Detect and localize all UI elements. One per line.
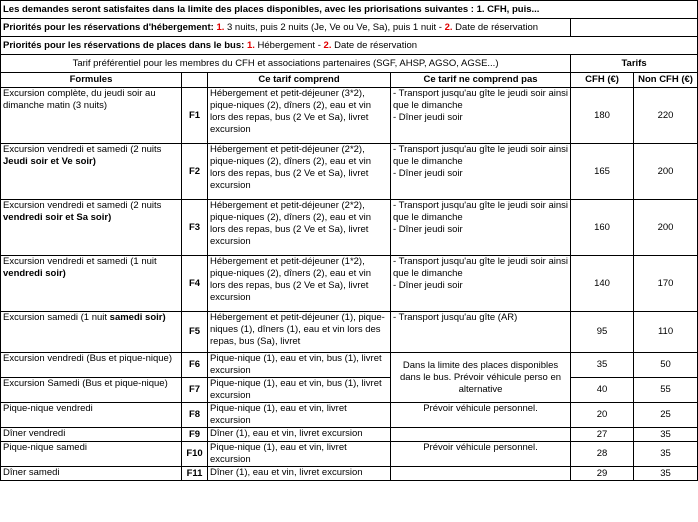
table-row — [1, 403, 698, 428]
price-cfh: 35 — [571, 353, 634, 378]
header-row-4 — [1, 55, 698, 73]
header-line-1: Les demandes seront satisfaites dans la limite des places disponibles, avec les priorisations suivantes : 1. CFH, puis... — [1, 1, 571, 19]
comprend-cell: Dîner (1), eau et vin, livret excursion — [208, 428, 391, 442]
tarif-note: Tarif préférentiel pour les membres du CFH et associations partenaires (SGF, AHSP, AGSO, AGSE...) — [1, 55, 571, 73]
comprend-cell: Hébergement et petit-déjeuner (2*2), pique-niques (2), dîners (2), eau et vin lors des repas, bus (2 Ve et Sa), livret excursion — [208, 200, 391, 256]
ne-comprend-cell — [391, 428, 571, 442]
price-non-cfh: 170 — [634, 256, 698, 312]
ne-comprend-cell: Prévoir véhicule personnel. — [391, 442, 571, 467]
comprend-cell: Pique-nique (1), eau et vin, livret excursion — [208, 403, 391, 428]
ne-comprend-cell — [391, 467, 571, 481]
table-row — [1, 378, 698, 403]
comprend-cell: Hébergement et petit-déjeuner (1), pique-niques (1), dîners (1), eau et vin lors des repas, bus (Sa), livret — [208, 312, 391, 353]
formule-code: F9 — [182, 428, 208, 442]
price-cfh: 27 — [571, 428, 634, 442]
ne-comprend-cell: - Transport jusqu'au gîte le jeudi soir ainsi que le dimanche - Dîner jeudi soir — [391, 144, 571, 200]
formule-code: F6 — [182, 353, 208, 378]
price-cfh: 165 — [571, 144, 634, 200]
table-row — [1, 256, 698, 312]
formule-cell: Dîner vendredi — [1, 428, 182, 442]
formule-cell: Pique-nique samedi — [1, 442, 182, 467]
formule-code: F8 — [182, 403, 208, 428]
formule-cell: Excursion complète, du jeudi soir au dimanche matin (3 nuits) — [1, 88, 182, 144]
bus-note: Dans la limite des places disponibles dans le bus. Prévoir véhicule perso en alternative — [391, 353, 571, 403]
table-row — [1, 144, 698, 200]
table-row — [1, 353, 698, 378]
price-non-cfh: 25 — [634, 403, 698, 428]
header-line-2: Priorités pour les réservations d'hébergement: 1. 3 nuits, puis 2 nuits (Je, Ve ou Ve, Sa), puis 1 nuit - 2. Date de réservation — [1, 19, 571, 37]
formule-cell: Excursion vendredi et samedi (1 nuit vendredi soir) — [1, 256, 182, 312]
col-ne-comprend: Ce tarif ne comprend pas — [391, 73, 571, 88]
comprend-cell: Dîner (1), eau et vin, livret excursion — [208, 467, 391, 481]
table-row — [1, 200, 698, 256]
table-row — [1, 467, 698, 481]
price-cfh: 140 — [571, 256, 634, 312]
table-row — [1, 312, 698, 353]
formule-code: F2 — [182, 144, 208, 200]
formule-cell: Excursion samedi (1 nuit samedi soir) — [1, 312, 182, 353]
col-cfh: CFH (€) — [571, 73, 634, 88]
price-non-cfh: 35 — [634, 442, 698, 467]
formule-code: F1 — [182, 88, 208, 144]
col-comprend: Ce tarif comprend — [208, 73, 391, 88]
formule-cell: Dîner samedi — [1, 467, 182, 481]
table-row — [1, 88, 698, 144]
formule-code: F11 — [182, 467, 208, 481]
ne-comprend-cell: - Transport jusqu'au gîte (AR) — [391, 312, 571, 353]
formule-code: F10 — [182, 442, 208, 467]
price-non-cfh: 35 — [634, 467, 698, 481]
price-cfh: 160 — [571, 200, 634, 256]
header-line-3: Priorités pour les réservations de places dans le bus: 1. Hébergement - 2. Date de réservation — [1, 37, 571, 55]
formule-cell: Excursion vendredi et samedi (2 nuits Jeudi soir et Ve soir) — [1, 144, 182, 200]
comprend-cell: Pique-nique (1), eau et vin, livret excursion — [208, 442, 391, 467]
comprend-cell: Pique-nique (1), eau et vin, bus (1), livret excursion — [208, 353, 391, 378]
formule-cell: Excursion Samedi (Bus et pique-nique) — [1, 378, 182, 403]
price-non-cfh: 110 — [634, 312, 698, 353]
price-cfh: 95 — [571, 312, 634, 353]
formule-code: F4 — [182, 256, 208, 312]
formule-cell: Excursion vendredi et samedi (2 nuits vendredi soir et Sa soir) — [1, 200, 182, 256]
comprend-cell: Hébergement et petit-déjeuner (2*2), pique-niques (2), dîners (2), eau et vin lors des repas, bus (2 Ve et Sa), livret excursion — [208, 144, 391, 200]
header-row-3 — [1, 37, 698, 55]
ne-comprend-cell: - Transport jusqu'au gîte le jeudi soir ainsi que le dimanche - Dîner jeudi soir — [391, 200, 571, 256]
price-cfh: 28 — [571, 442, 634, 467]
formule-code: F7 — [182, 378, 208, 403]
price-cfh: 180 — [571, 88, 634, 144]
comprend-cell: Hébergement et petit-déjeuner (3*2), pique-niques (2), dîners (2), eau et vin lors des repas, bus (2 Ve et Sa), livret excursion — [208, 88, 391, 144]
col-non-cfh: Non CFH (€) — [634, 73, 698, 88]
price-non-cfh: 55 — [634, 378, 698, 403]
header-row-1 — [1, 1, 698, 19]
ne-comprend-cell: Prévoir véhicule personnel. — [391, 403, 571, 428]
table-row — [1, 442, 698, 467]
ne-comprend-cell: - Transport jusqu'au gîte le jeudi soir ainsi que le dimanche - Dîner jeudi soir — [391, 88, 571, 144]
formule-cell: Pique-nique vendredi — [1, 403, 182, 428]
col-formules: Formules — [1, 73, 182, 88]
formule-code: F5 — [182, 312, 208, 353]
price-cfh: 40 — [571, 378, 634, 403]
formule-cell: Excursion vendredi (Bus et pique-nique) — [1, 353, 182, 378]
table-row — [1, 428, 698, 442]
tarifs-label: Tarifs — [571, 55, 698, 73]
column-headers — [1, 73, 698, 88]
comprend-cell: Pique-nique (1), eau et vin, bus (1), livret excursion — [208, 378, 391, 403]
formule-code: F3 — [182, 200, 208, 256]
price-cfh: 20 — [571, 403, 634, 428]
header-row-2 — [1, 19, 698, 37]
price-non-cfh: 220 — [634, 88, 698, 144]
price-non-cfh: 35 — [634, 428, 698, 442]
comprend-cell: Hébergement et petit-déjeuner (1*2), pique-niques (2), dîners (2), eau et vin lors des repas, bus (2 Ve et Sa), livret excursion — [208, 256, 391, 312]
price-cfh: 29 — [571, 467, 634, 481]
ne-comprend-cell: - Transport jusqu'au gîte le jeudi soir ainsi que le dimanche - Dîner jeudi soir — [391, 256, 571, 312]
price-non-cfh: 50 — [634, 353, 698, 378]
price-non-cfh: 200 — [634, 200, 698, 256]
price-non-cfh: 200 — [634, 144, 698, 200]
